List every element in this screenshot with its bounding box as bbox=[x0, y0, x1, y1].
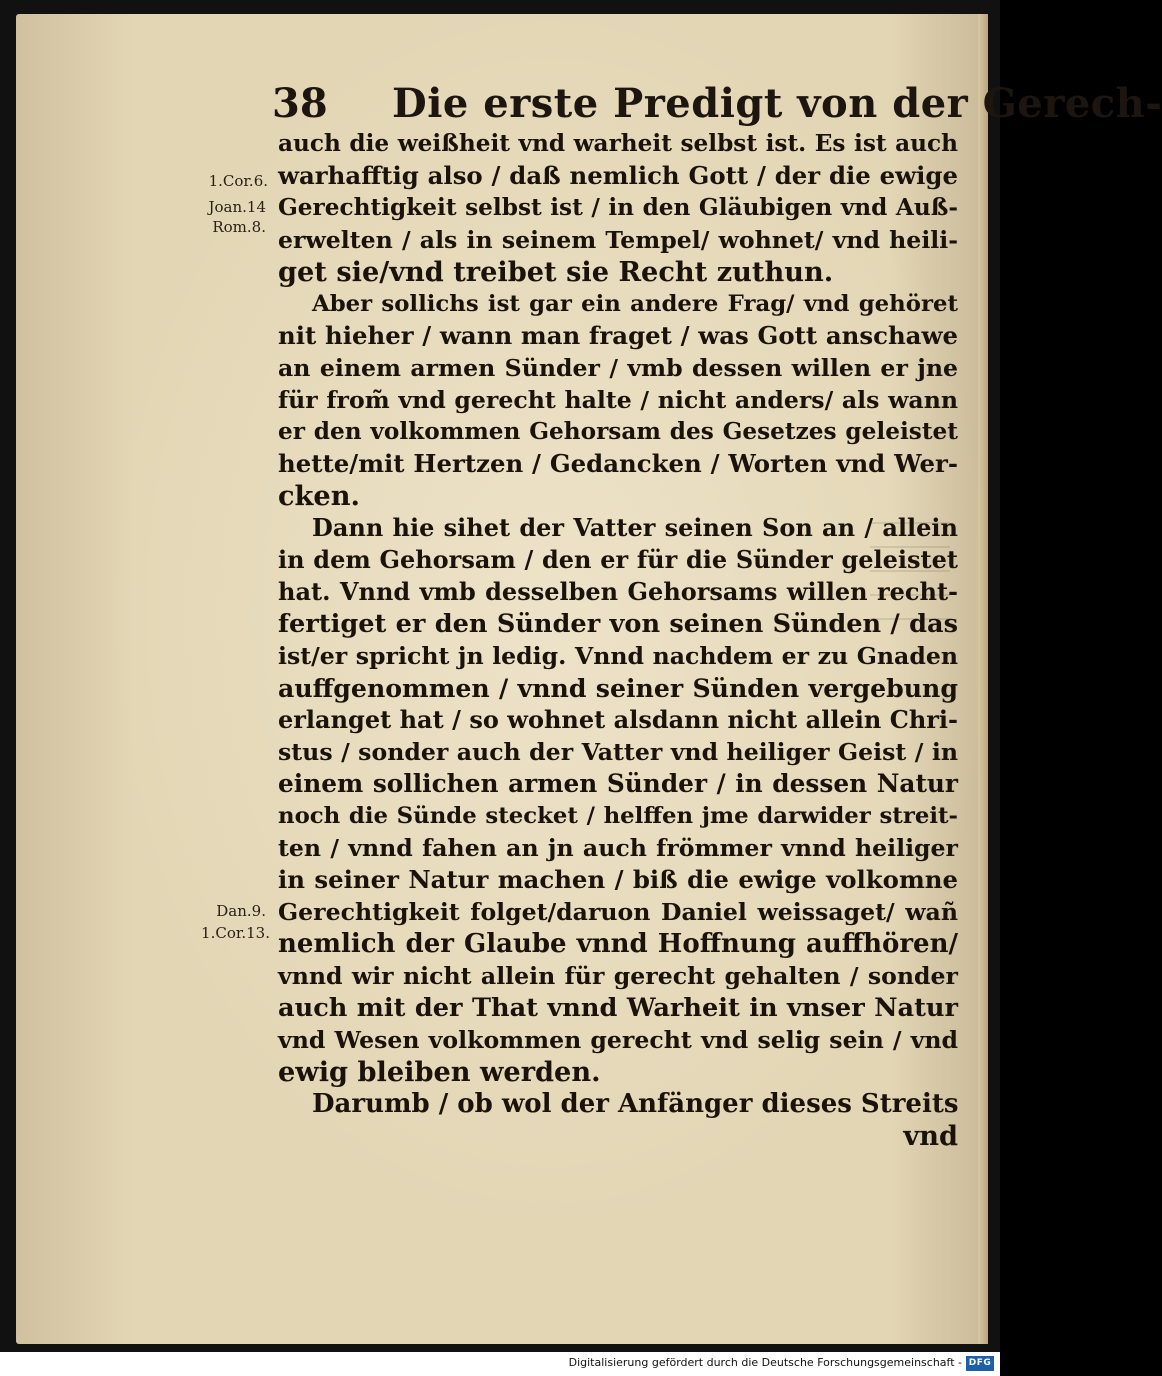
dfg-logo: DFG bbox=[966, 1356, 994, 1371]
text-line: ewig bleiben werden. bbox=[278, 1056, 601, 1088]
text-line: vnd Wesen volkommen gerecht vnd selig sein / vnd bbox=[278, 1026, 958, 1054]
margin-note-joan14: Joan.14 bbox=[208, 198, 266, 216]
margin-note-cor6: 1.Cor.6. bbox=[208, 172, 268, 190]
text-line: Darumb / ob wol der Anfänger dieses Streits bbox=[312, 1089, 959, 1119]
text-line: fertiget er den Sünder von seinen Sünden / das bbox=[278, 609, 958, 639]
text-line: warhafftig also / daß nemlich Gott / der die ewige bbox=[278, 161, 958, 190]
text-line: ten / vnnd fahen an jn auch frömmer vnnd heiliger bbox=[278, 834, 958, 862]
margin-note-dan9: Dan.9. bbox=[216, 902, 266, 920]
text-line: in dem Gehorsam / den er für die Sünder geleistet bbox=[278, 545, 958, 574]
text-line: auffgenommen / vnnd seiner Sünden vergebung bbox=[278, 673, 958, 703]
text-line: hat. Vnnd vmb desselben Gehorsams willen recht- bbox=[278, 577, 958, 606]
text-line: Gerechtigkeit folget/daruon Daniel weissaget/ wañ bbox=[278, 898, 958, 926]
text-line: er den volkommen Gehorsam des Gesetzes geleistet bbox=[278, 418, 958, 445]
text-line: erlanget hat / so wohnet alsdann nicht allein Chri- bbox=[278, 705, 958, 734]
running-head: Die erste Predigt von der Gerech- bbox=[392, 80, 1162, 127]
text-line: nit hieher / wann man fraget / was Gott anschawe bbox=[278, 321, 958, 350]
text-line: Gerechtigkeit selbst ist / in den Gläubigen vnd Auß- bbox=[278, 194, 958, 221]
margin-note-cor13: 1.Cor.13. bbox=[201, 924, 270, 942]
funding-credit: Digitalisierung gefördert durch die Deutsche Forschungsgemeinschaft - bbox=[568, 1356, 962, 1369]
catchword: vnd bbox=[903, 1120, 958, 1152]
footer-bar bbox=[0, 1352, 1000, 1376]
margin-note-rom8: Rom.8. bbox=[212, 218, 266, 236]
text-line: ist/er spricht jn ledig. Vnnd nachdem er zu Gnaden bbox=[278, 642, 958, 670]
text-line: hette/mit Hertzen / Gedancken / Worten vnd Wer- bbox=[278, 449, 958, 478]
text-line: auch mit der That vnnd Warheit in vnser Natur bbox=[278, 993, 958, 1023]
text-line: in seiner Natur machen / biß die ewige volkomne bbox=[278, 865, 958, 894]
text-line: vnnd wir nicht allein für gerecht gehalten / sonder bbox=[278, 962, 958, 990]
text-line: stus / sonder auch der Vatter vnd heiliger Geist / in bbox=[278, 738, 958, 766]
text-line: an einem armen Sünder / vmb dessen willen er jne bbox=[278, 354, 958, 382]
body-text bbox=[278, 128, 958, 1152]
text-line: erwelten / als in seinem Tempel/ wohnet/ vnd heili- bbox=[278, 226, 958, 254]
text-line: für from̃ vnd gerecht halte / nicht anders/ als wann bbox=[278, 386, 958, 414]
text-line: get sie/vnd treibet sie Recht zuthun. bbox=[278, 256, 834, 288]
text-line: Aber sollichs ist gar ein andere Frag/ vnd gehöret bbox=[312, 291, 958, 317]
text-line: noch die Sünde stecket / helffen jme darwider streit- bbox=[278, 803, 958, 829]
page-number: 38 bbox=[272, 80, 328, 127]
page-header bbox=[272, 74, 1162, 134]
text-line: Dann hie sihet der Vatter seinen Son an / allein bbox=[312, 513, 958, 542]
text-line: auch die weißheit vnd warheit selbst ist. Es ist auch bbox=[278, 130, 958, 157]
text-line: einem sollichen armen Sünder / in dessen Natur bbox=[278, 769, 958, 798]
text-line: nemlich der Glaube vnnd Hoffnung auffhören/ bbox=[278, 929, 958, 959]
page-edge bbox=[978, 14, 988, 1344]
text-line: cken. bbox=[278, 480, 360, 512]
